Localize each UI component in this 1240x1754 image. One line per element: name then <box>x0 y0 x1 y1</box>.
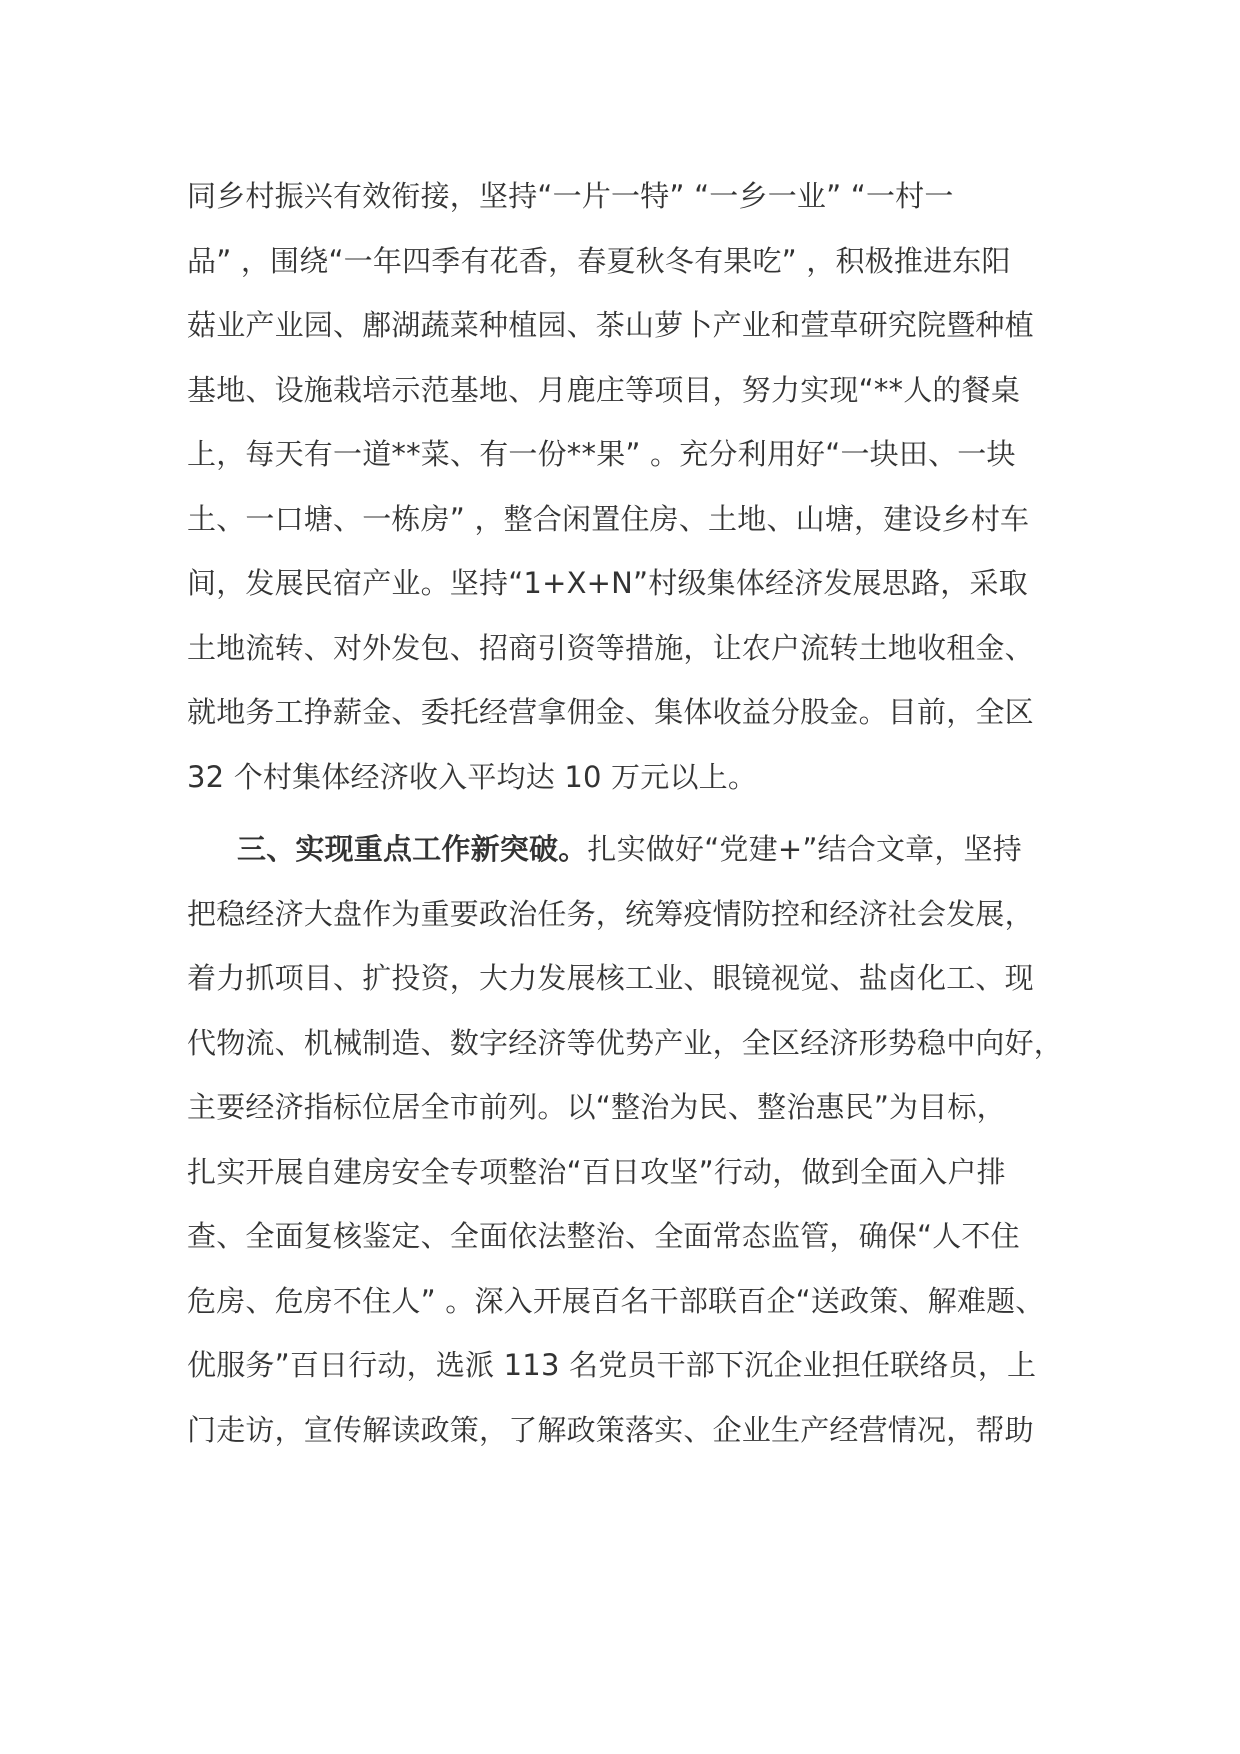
text-line-first <box>187 817 1067 882</box>
text-line: 就地务工挣薪金、委托经营拿佣金、集体收益分股金。目前，全区 <box>187 695 1034 729</box>
document-body <box>187 164 1067 1462</box>
text-line: 土地流转、对外发包、招商引资等措施，让农户流转土地收租金、 <box>187 630 1034 665</box>
text-line: 把稳经济大盘作为重要政治任务，统筹疫情防控和经济社会发展， <box>187 896 1034 931</box>
text-line: 32 个村集体经济收入平均达 10 万元以上。 <box>187 759 758 794</box>
paragraph-spacer <box>187 809 1067 817</box>
text-line: 品” ，围绕“一年四季有花香，春夏秋冬有果吃” ，积极推进东阳 <box>187 243 1011 278</box>
text-line: 着力抓项目、扩投资，大力发展核工业、眼镜视觉、盐卤化工、现 <box>187 961 1034 995</box>
section-heading: 三、实现重点工作新突破。 <box>237 832 588 866</box>
text-line: 间，发展民宿产业。坚持“1+X+N”村级集体经济发展思路，采取 <box>187 566 1028 600</box>
text-line: 危房、危房不住人” 。深入开展百名干部联百企“送政策、解难题、 <box>187 1283 1045 1318</box>
text-line: 查、全面复核鉴定、全面依法整治、全面常态监管，确保“人不住 <box>187 1219 1020 1253</box>
text-line: 同乡村振兴有效衔接，坚持“一片一特” “一乡一业” “一村一 <box>187 179 954 213</box>
paragraph-village-economy <box>187 164 1067 809</box>
text-line: 基地、设施栽培示范基地、月鹿庄等项目，努力实现“**人的餐桌 <box>187 372 1021 407</box>
paragraph-key-work-breakthrough <box>187 817 1067 1462</box>
text-line: 上，每天有一道**菜、有一份**果” 。充分利用好“一块田、一块 <box>187 437 1016 471</box>
text-line: 门走访，宣传解读政策，了解政策落实、企业生产经营情况，帮助 <box>187 1412 1034 1447</box>
text-line: 优服务”百日行动，选派 113 名党员干部下沉企业担任联络员，上 <box>187 1348 1037 1382</box>
text-line: 主要经济指标位居全市前列。以“整治为民、整治惠民”为目标， <box>187 1090 1006 1124</box>
text-line: 代物流、机械制造、数字经济等优势产业，全区经济形势稳中向好， <box>187 1025 1064 1060</box>
text-line: 扎实开展自建房安全专项整治“百日攻坚”行动，做到全面入户排 <box>187 1154 1006 1189</box>
text-line: 土、一口塘、一栋房” ，整合闲置住房、土地、山塘，建设乡村车 <box>187 501 1030 536</box>
text-line: 菇业产业园、鄌湖蔬菜种植园、茶山萝卜产业和萱草研究院暨种植 <box>187 308 1034 342</box>
heading-line-rest: 扎实做好“党建+”结合文章，坚持 <box>587 832 1022 866</box>
